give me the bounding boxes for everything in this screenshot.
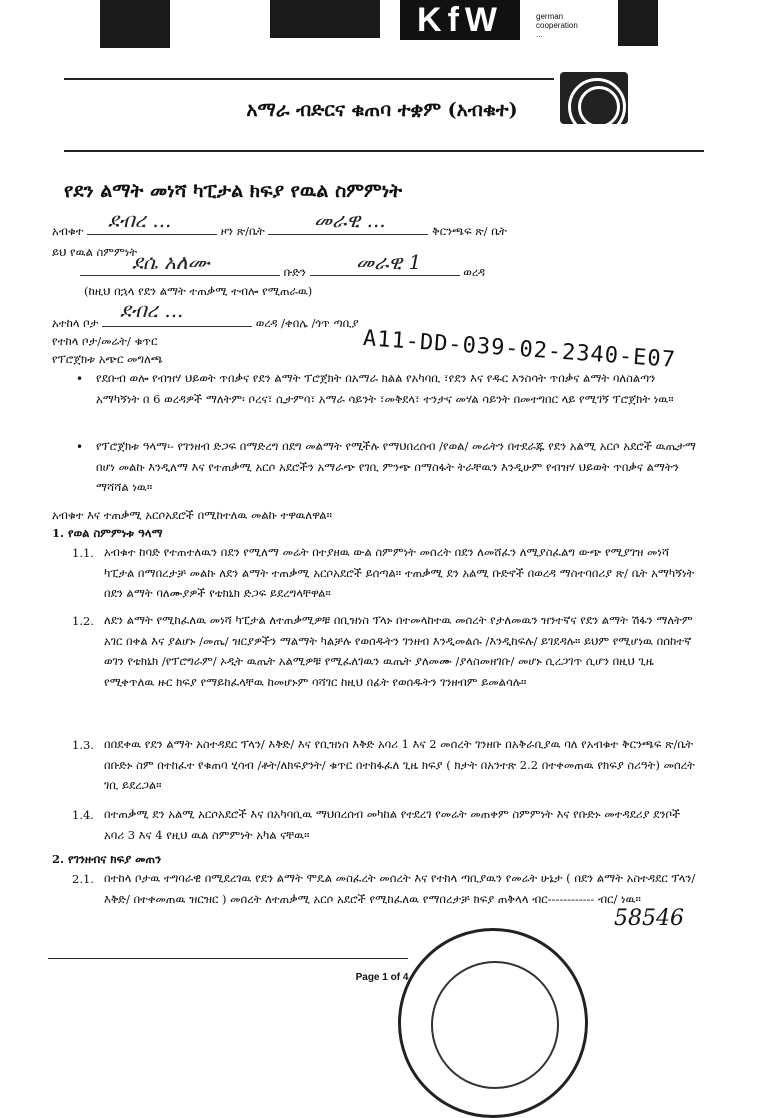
handwritten-branch: መራዊ ... [314,208,386,232]
right-logo [618,0,658,46]
section-1-2-text: ለደን ልማት የሚከፈለዉ መነሻ ካፒታል ለተጠቃሚዎቹ በቢዝነስ ፕላኑ በተመላከተዉ መሰረት የታለመዉን ዝንተኛና የደን ልማት ሽፋን ማለትም አገር በቀል እና ያልሆኑ /መጤ/ ዝርያዎችን ማልማት ካልቻሉ የወሰዱትን ገንዘብ እንዲመልሱ /እንዲከፍሉ/ ይገደዳሉ። ይህም የሚሆነዉ በሰከተኛ ወገን የቴክኒክ /የፕሮግራም/ ኦዲት ዉጤት አልሚዎቹ የሚፈለገዉን ዉጤት ያለመሙ /ያላስመዘገቡ/ መሆኑ ሲረጋገጥ ሲሆን በዚህ ጊዜ የሚቀጥለዉ ዙር ክፍያ የማይከፈላቸዉ ከመሆኑም ባሻገር ከዚህ በፊት የወሰዱትን ገንዘብም ይመልሳሉ። [104,613,693,689]
page-number: Page 1 of 4 [355,972,409,983]
center-logo [270,0,380,38]
section-2-1-text: በተከላ ቦታዉ ተግባራዊ በሚደረገዉ የደን ልማት ሞዴል መስፈረት መሰረት እና የተከላ ጣቢያዉን የመሬት ሁኔታ ( በደን ልማት አስተዳደር ፕላን/እቅድ/ በተቀመጠዉ ዝርዝር ) መሰረት ለተጠቃሚ አርሶ አደሮች የሚከፈለዉ የማበረታቻ ክፍያ ጠቅላላ ብር------------ ብር/ ነዉ። [104,871,696,906]
handwritten-name: ደሴ አለሙ [132,250,210,274]
bullet-dot-2: • [76,440,84,454]
form-line-summary: የፕሮጀክቱ አጭር መግለጫ [52,352,163,366]
handwritten-group: መራዊ 1 [356,250,422,274]
section-1-4-num: 1.4. [72,808,94,822]
bullet-dot-1: • [76,372,84,386]
form-line-intro: ይህ የዉል ስምምነት [52,245,138,259]
form-line-plot-number: የተከላ ቦታ/መሬት/ ቁጥር [52,334,158,348]
bullet-item-2: የፕሮጀክቱ ዓላማ፡- የገንዘብ ድጋፍ በማድረግ በደግ መልማት የሚችሉ የማህበረሰብ /የወል/ መሬትን በተደራጁ የደን አልሚ አርሶ አደሮች ዉጤታማ በሆነ መልኩ እንዲለማ እና የተጠቃሚ አርሶ አደሮችን አማራጭ የገቢ ምንጭ በማስፋት ትራቸዉን እንዲሁም የብዝሃ ህይወት ጥበቃና ልማትን ማሻሻል ነዉ። [96,439,696,494]
group-mid: ቡድን [283,265,306,279]
title-divider [64,150,704,152]
stamp-inner-ring [431,961,559,1089]
branch-prefix: አብቁተ [52,224,84,238]
left-logo [100,0,170,48]
section-1-3-num: 1.3. [72,738,94,752]
section-1-1-text: አብቁተ ከባድ የተጠተለዉን በደን የሚለማ መሬት በተያዘዉ ውል ስምምነት መሰረት በደን ለመሸፈን ለሚያስፈልግ ውጭ የሚያገዝ መነሻ ካፒታል በማበረታቻ መልኩ ለደን ልማት ተጠቃሚ አርሶአደሮች ይሰጣል። ተጠቃሚ ደን አልሚ ቡድኖች በወረዳ ማስተባበሪያ ጽ/ ቤት አማካኝነት በደን ልማት ባለሙያዎች የቴክኒክ ድጋፍ ይደረግላቸዋል። [104,545,695,600]
site-suffix: ወረዳ /ቀበሌ /ጎጥ ጣቢያ [255,316,359,330]
plot-reference-number: A11-DD-039-02-2340-E07 [362,326,677,373]
official-stamp [398,928,588,1118]
intro-line: አብቁተ እና ተጠቃሚ አርሶአደሮች በሚከተለዉ መልኩ ተዋዉለዋል። [52,508,332,522]
section-1-4-text: በተጠቃሚ ደን አልሚ አርሶአደሮች እና በአካባቢዉ ማህበረሰብ መካከል የተደረገ የመሬት መጠቀም ስምምነት እና የቡድኑ መተዳደሪያ ደንቦች አባሪ 3 እና 4 የዚህ ዉል ስምምነት አካል ናቸዉ። [104,807,681,842]
group-suffix: ወረዳ [463,265,486,279]
bullet-item-1: የደቡብ ወሎ የብዝሃ ህይወት ጥበቃና የደን ልማት ፕሮጀክት በአማራ ክልል የአካባቢ ፣የደን እና የዱር እንስሳት ጥበቃና ልማት ባለስልጣን አማካኝነት በ 6 ወረዳዎች ማለትም፡ ቦረና፣ ሲታምባ፣ አማራ ሳይንት ፣መቅደላ፣ ተንታና መሃል ሳይንት በመተግበር ላይ የሚገኝ ፕሮጀክት ነዉ። [96,371,674,406]
form-line-site [52,316,359,331]
header-logos [90,0,690,48]
section-1-3-text: በበደቀዉ የደን ልማት አስተዳደር ፕላን/ እቅድ/ እና የቢዝነስ እቅድ አባሪ 1 እና 2 መሰረት ገንዘቡ በአቅራቢያዉ ባለ የአብቁተ ቅርንጫፍ ጽ/ቤት በቡድኑ ስም በተከፈተ የቁጠባ ሂሳብ /ቶት/ለክፍያንት/ ቁጥር በተከፋፈለ ጊዜ ክፍያ ( ክታት በአንተጽ 2.2 በተቀመጠዉ የክፍያ ስሪዓት) መሰረት ገቢ ይደረጋል። [104,737,695,792]
section-1-1-num: 1.1. [72,546,94,560]
section-1-title: 1. የወል ስምምነቱ ዓላማ [52,526,163,540]
document-title: የደን ልማት መነሻ ካፒታል ክፍያ የዉል ስምምነት [64,180,403,202]
branch-mid: ዞን ጽ/ቤት [220,224,265,238]
header-divider [64,78,554,80]
branch-suffix: ቅርንጫፍ ጽ/ ቤት [432,224,507,238]
handwritten-site: ደብረ ... [120,298,184,322]
kfw-logo: KfW [400,0,520,40]
section-1-2-num: 1.2. [72,614,94,628]
handwritten-zone: ደብረ ... [108,208,172,232]
organization-title: አማራ ብድርና ቁጠባ ተቋም (አብቁተ) [246,99,518,121]
german-cooperation-text: german cooperation ... [536,12,578,39]
form-line-note: (ከዚህ በኋላ የደን ልማት ተጠቃሚ ተብሎ የሚጠራዉ) [84,284,313,298]
handwritten-amount: 58546 [614,906,684,931]
section-2-title: 2. የገንዘብና ክፍያ መጠን [52,852,162,866]
section-2-1-num: 2.1. [72,872,94,886]
site-prefix: አተከላ ቦታ [52,316,99,330]
footer-divider [48,958,408,959]
